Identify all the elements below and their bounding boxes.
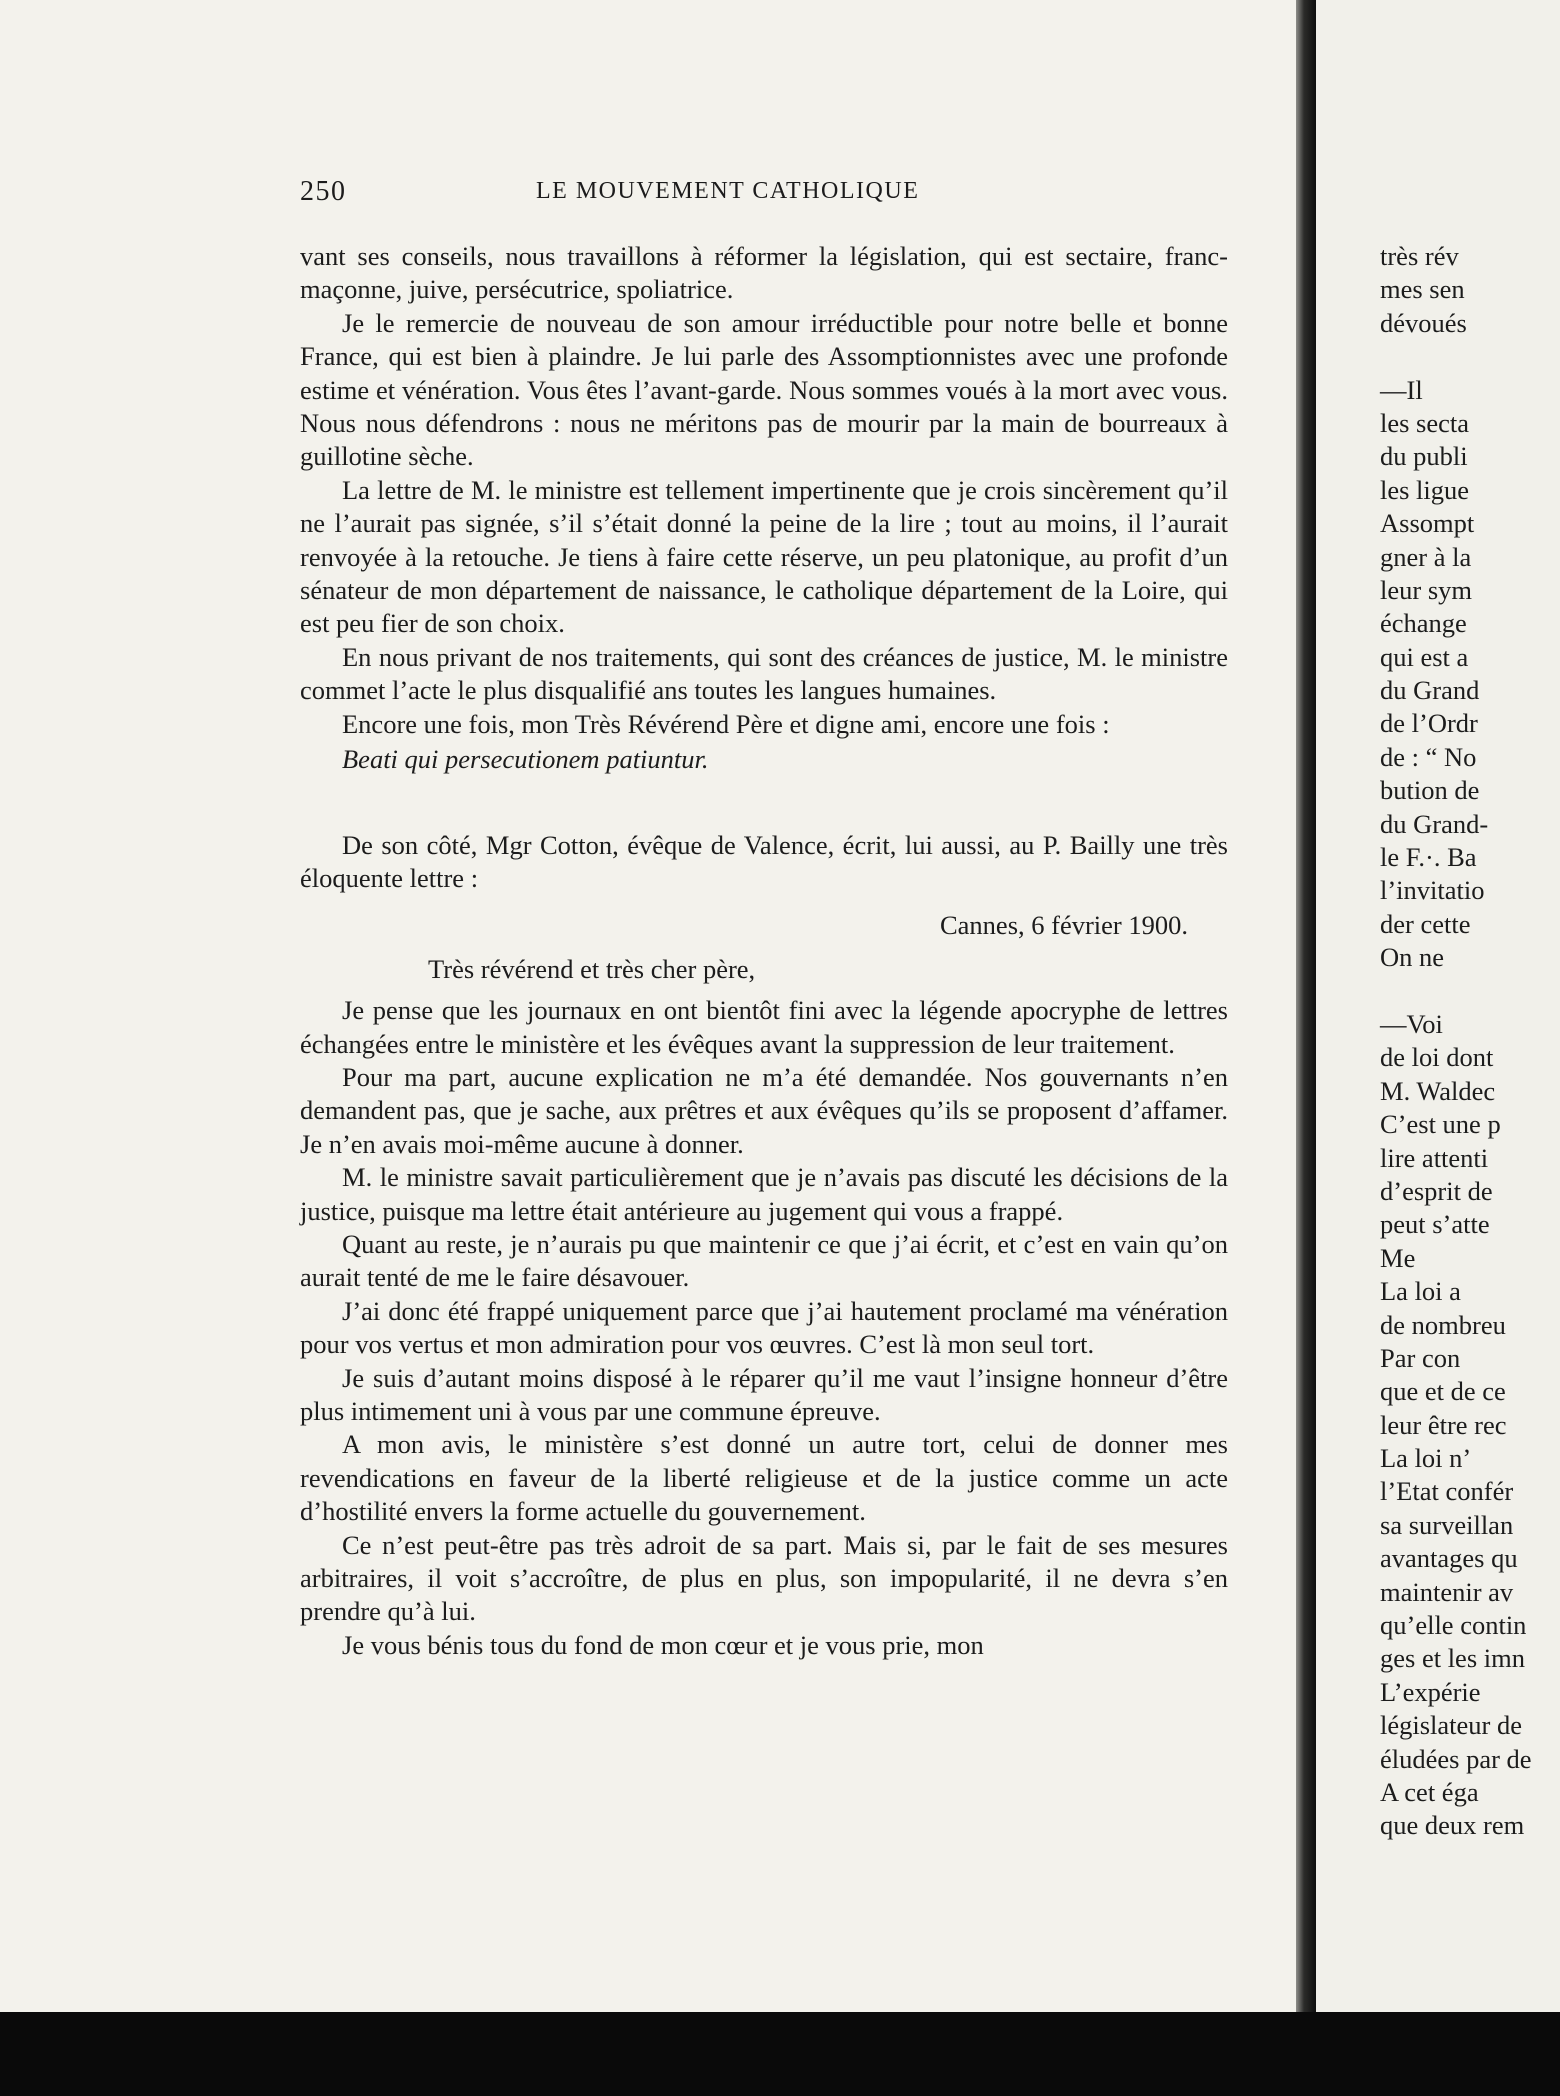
- right-page-line: avantages qu: [1380, 1543, 1518, 1574]
- paragraph: Je pense que les journaux en ont bientôt fini avec la légende apocryphe de lettres échangées entre le ministère et les évêques avant la suppression de leur traitement.: [300, 995, 1228, 1059]
- right-page-line: L’expérie: [1380, 1676, 1481, 1707]
- right-page-line: de nombreu: [1380, 1309, 1506, 1340]
- paragraph: M. le ministre savait particulièrement que je n’avais pas discuté les décisions de la justice, puisque ma lettre était antérieure au jugement qui vous a frappé.: [300, 1162, 1228, 1226]
- running-title: LE MOUVEMENT CATHOLIQUE: [536, 178, 920, 204]
- right-page-line: les secta: [1380, 407, 1470, 438]
- right-page-line: der cette: [1380, 908, 1471, 939]
- right-page-line: bution de: [1380, 775, 1480, 806]
- paragraph: Pour ma part, aucune explication ne m’a été demandée. Nos gouvernants n’en demandent pas, que je sache, aux prêtres et aux évêques qu’ils se proposent d’affamer. Je n’en avais moi-même aucune à donner.: [300, 1061, 1228, 1159]
- right-page-line: que deux rem: [1380, 1810, 1525, 1841]
- right-page-line: leur sym: [1380, 574, 1472, 605]
- paragraph: vant ses conseils, nous travaillons à réformer la législation, qui est sectaire, franc-maçonne, juive, persécutrice, spoliatrice.: [300, 241, 1228, 305]
- right-page-line: du publi: [1380, 441, 1468, 472]
- letter-dateline: Cannes, 6 février 1900.: [940, 910, 1188, 941]
- paragraph: Encore une fois, mon Très Révérend Père et digne ami, encore une fois :: [342, 708, 1110, 739]
- right-page-text-fragments: [1380, 240, 1560, 1843]
- right-page-line: du Grand-: [1380, 808, 1489, 839]
- right-page-line: A cet éga: [1380, 1776, 1479, 1807]
- right-page-line: maintenir av: [1380, 1576, 1514, 1607]
- right-page-line: dévoués: [1380, 307, 1467, 338]
- right-page-line: La loi a: [1380, 1276, 1461, 1307]
- right-page-line: d’esprit de: [1380, 1175, 1493, 1206]
- right-page-line: [1380, 975, 1560, 1008]
- right-page-line: législateur de: [1380, 1710, 1523, 1741]
- right-page-line: La loi n’: [1380, 1443, 1472, 1474]
- paragraph: En nous privant de nos traitements, qui sont des créances de justice, M. le ministre commet l’acte le plus disqualifié ans toutes les langues humaines.: [300, 641, 1228, 706]
- right-page-line: les ligue: [1380, 474, 1470, 505]
- right-page-line: —Il: [1380, 374, 1423, 405]
- paragraph: Ce n’est peut-être pas très adroit de sa part. Mais si, par le fait de ses mesures arbitraires, il voit s’accroître, de plus en plus, son impopularité, il ne devra s’en prendre qu’à lui.: [300, 1529, 1228, 1627]
- right-book-page: [1316, 0, 1560, 2012]
- right-page-line: très rév: [1380, 241, 1459, 271]
- right-page-line: de l’Ordr: [1380, 708, 1478, 739]
- right-page-line: Me: [1380, 1242, 1416, 1273]
- right-page-line: du Grand: [1380, 675, 1480, 706]
- right-page-line: C’est une p: [1380, 1109, 1501, 1140]
- paragraph: Je le remercie de nouveau de son amour irréductible pour notre belle et bonne France, qui est bien à plaindre. Je lui parle des Assomptionnistes avec une profonde estime et vénération. Vous êtes l’avant-garde. Nous sommes voués à la mort avec vous. Nous nous défendrons : nous ne méritons pas de mourir par la main de bourreaux à guillotine sèche.: [300, 307, 1228, 472]
- paragraph: La lettre de M. le ministre est tellement impertinente que je crois sincèrement qu’il ne l’aurait pas signée, s’il s’était donné la peine de la lire ; tout au moins, il l’aurait renvoyée à la retouche. Je tiens à faire cette réserve, un peu platonique, au profit d’un sénateur de mon département de naissance, le catholique département de la Loire, qui est peu fier de son choix.: [300, 474, 1228, 639]
- right-page-line: qu’elle contin: [1380, 1610, 1527, 1641]
- paragraph: Je suis d’autant moins disposé à le réparer qu’il me vaut l’insigne honneur d’être plus intimement uni à vous par une commune épreuve.: [300, 1362, 1228, 1426]
- right-page-line: peut s’atte: [1380, 1209, 1490, 1240]
- paragraph: De son côté, Mgr Cotton, évêque de Valence, écrit, lui aussi, au P. Bailly une très éloquente lettre :: [300, 829, 1228, 893]
- latin-quote: Beati qui persecutionem patiuntur.: [342, 744, 709, 775]
- running-head: [300, 176, 1228, 212]
- right-page-line: de loi dont: [1380, 1042, 1494, 1073]
- right-page-line: l’invitatio: [1380, 875, 1485, 906]
- book-gutter: [1296, 0, 1316, 2012]
- paragraph: Je vous bénis tous du fond de mon cœur et je vous prie, mon: [342, 1629, 984, 1660]
- right-page-line: éludées par de: [1380, 1743, 1532, 1774]
- right-page-line: mes sen: [1380, 274, 1465, 305]
- right-page-line: sa surveillan: [1380, 1509, 1514, 1540]
- right-page-line: Assompt: [1380, 508, 1475, 539]
- right-page-line: On ne: [1380, 942, 1445, 973]
- right-page-line: échange: [1380, 608, 1467, 639]
- right-page-line: qui est a: [1380, 641, 1469, 672]
- right-page-line: le F.·. Ba: [1380, 842, 1477, 873]
- right-page-line: M. Waldec: [1380, 1075, 1496, 1106]
- right-page-line: Par con: [1380, 1342, 1461, 1373]
- right-page-line: de : “ No: [1380, 741, 1477, 772]
- right-page-line: ges et les imn: [1380, 1643, 1525, 1674]
- paragraph: Quant au reste, je n’aurais pu que maintenir ce que j’ai écrit, et c’est en vain qu’on aurait tenté de me le faire désavouer.: [300, 1228, 1228, 1293]
- main-text-column: [300, 240, 1228, 1662]
- right-page-line: leur être rec: [1380, 1409, 1507, 1440]
- right-page-line: gner à la: [1380, 541, 1472, 572]
- paragraph: A mon avis, le ministère s’est donné un autre tort, celui de donner mes revendications en faveur de la liberté religieuse et de la justice comme un acte d’hostilité envers la forme actuelle du gouvernement.: [300, 1429, 1228, 1527]
- right-page-line: l’Etat confér: [1380, 1476, 1514, 1507]
- page-number: 250: [300, 176, 347, 207]
- right-page-line: lire attenti: [1380, 1142, 1489, 1173]
- letter-salutation: Très révérend et très cher père,: [428, 953, 756, 984]
- scan-bottom-edge: [0, 2012, 1560, 2096]
- right-page-line: que et de ce: [1380, 1376, 1506, 1407]
- right-page-line: —Voi: [1380, 1008, 1443, 1039]
- right-page-line: [1380, 340, 1560, 373]
- paragraph: J’ai donc été frappé uniquement parce que j’ai hautement proclamé ma vénération pour vos vertus et mon admiration pour vos œuvres. C’est là mon seul tort.: [300, 1295, 1228, 1360]
